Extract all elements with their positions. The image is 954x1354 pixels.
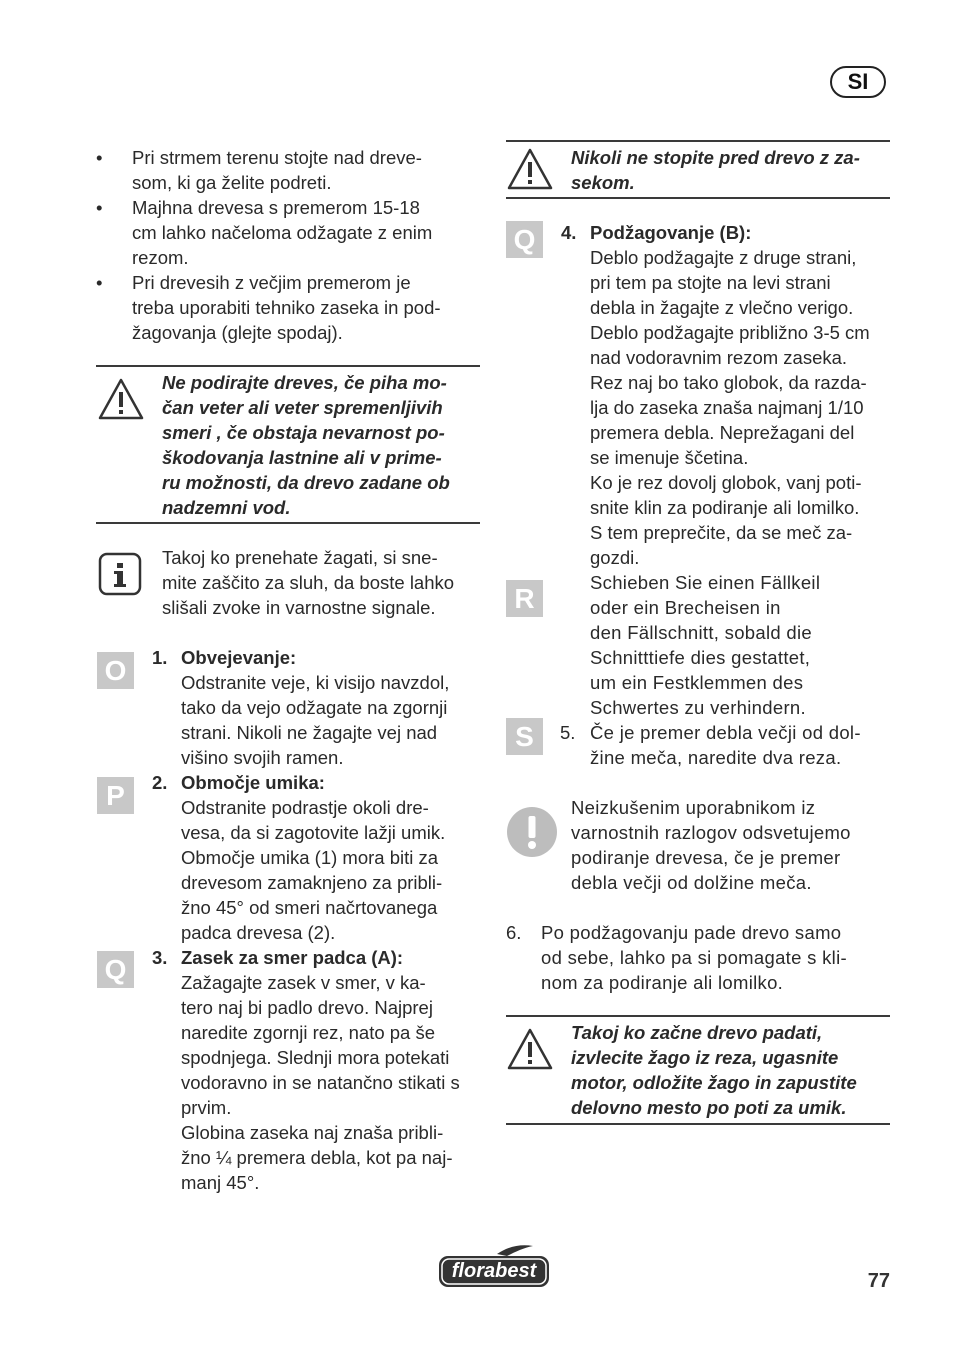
step-body: Odstranite podrastje okoli dre- vesa, da si zagotovite lažji umik. Območje umika (1) mora biti za drevesom zamaknjeno za pribli- žno 45° od smeri načrtovanega padca drevesa (2).: [181, 797, 446, 943]
step-title: Območje umika:: [181, 772, 325, 793]
bullet-item: Pri strmem terenu stojte nad dreve- som, ki ga želite podreti.: [132, 147, 422, 193]
figure-ref-badge: S: [506, 718, 543, 755]
step-number: 4.: [561, 222, 577, 243]
info-text: Takoj ko prenehate žagati, si sne- mite zaščito za sluh, da boste lahko slišali zvoke in varnostne signale.: [162, 547, 455, 618]
divider: [506, 197, 890, 199]
bullet-marker: •: [96, 197, 103, 218]
florabest-logo: [437, 1244, 551, 1290]
warning-text: Nikoli ne stopite pred drevo z za- sekom.: [571, 147, 860, 193]
step-body: Po podžagovanju pade drevo samo od sebe, lahko pa si pomagate s kli- nom za podiranje ali lomilko.: [541, 922, 847, 993]
bullet-item: Majhna drevesa s premerom 15-18 cm lahko načeloma odžagate z enim rezom.: [132, 197, 433, 268]
divider: [506, 140, 890, 142]
language-badge-label: SI: [847, 69, 869, 94]
step-body: Če je premer debla večji od dol- žine meča, naredite dva reza.: [590, 722, 861, 768]
step-body: Zažagajte zasek v smer, v ka- tero naj bi padlo drevo. Najprej naredite zgornji rez, nato pa še spodnjega. Slednji mora potekati vodoravno in se natančno stikati s prvim. Globina zaseka naj znaša pribli- žno ¼ premera debla, kot pa naj- manj 45°.: [181, 972, 460, 1193]
page-number: 77: [867, 1270, 890, 1292]
step-body: Odstranite veje, ki visijo navzdol, tako da vejo odžagate na zgornji strani. Nikoli ne žagajte vej nad višino svojih ramen.: [181, 672, 450, 768]
warning-text: Ne podirajte dreves, če piha mo- čan veter ali veter spremenljivih smeri , če obstaja nevarnost po- škodovanja lastnine ali v prime- ru možnosti, da drevo zadane ob nadzemni vod.: [162, 372, 450, 518]
divider: [506, 1015, 890, 1017]
language-badge: [830, 66, 886, 98]
step-number: 5.: [560, 722, 576, 743]
bullet-marker: •: [96, 147, 103, 168]
divider: [506, 1123, 890, 1125]
warning-triangle-icon: [506, 1027, 554, 1071]
step-number: 6.: [506, 922, 522, 943]
warning-triangle-icon: [506, 147, 554, 191]
german-note: Schieben Sie einen Fällkeil oder ein Brecheisen in den Fällschnitt, sobald die Schnitttiefe dies gestattet, um ein Festklemmen des Schwertes zu verhindern.: [590, 572, 821, 718]
bullet-marker: •: [96, 272, 103, 293]
divider: [96, 365, 480, 367]
step-number: 2.: [152, 772, 168, 793]
figure-ref-badge: Q: [97, 951, 134, 988]
bullet-item: Pri drevesih z večjim premerom je treba uporabiti tehniko zaseka in pod- žagovanja (glejte spodaj).: [132, 272, 441, 343]
step-title: Obvejevanje:: [181, 647, 297, 668]
notice-text: Neizkušenim uporabnikom iz varnostnih razlogov odsvetujemo podiranje drevesa, če je premer debla večji od dolžine meča.: [571, 797, 851, 893]
step-body: Deblo podžagajte z druge strani, pri tem pa stojte na levi strani debla in žagajte z vlečno verigo. Deblo podžagajte približno 3-5 cm nad vodoravnim rezom zaseka. Rez naj bo tako globok, da razda- lja do zaseka znaša najmanj 1/10 premera debla. Neprežagani del se imenuje ščetina. Ko je rez dovolj globok, vanj poti- snite klin za podiranje ali lomilko. S tem preprečite, da se meč za- gozdi.: [590, 247, 870, 568]
figure-ref-badge: Q: [506, 221, 543, 258]
step-title: Podžagovanje (B):: [590, 222, 752, 243]
warning-triangle-icon: [97, 377, 145, 421]
figure-ref-badge: O: [97, 652, 134, 689]
step-title: Zasek za smer padca (A):: [181, 947, 404, 968]
figure-ref-badge: R: [506, 580, 543, 617]
step-number: 3.: [152, 947, 168, 968]
exclamation-circle-icon: [507, 807, 557, 857]
info-icon: [98, 552, 142, 596]
step-number: 1.: [152, 647, 168, 668]
figure-ref-badge: P: [97, 777, 134, 814]
warning-text: Takoj ko začne drevo padati, izvlecite žago iz reza, ugasnite motor, odložite žago in zapustite delovno mesto po poti za umik.: [571, 1022, 857, 1118]
brand-name: florabest: [451, 1260, 537, 1282]
divider: [96, 522, 480, 524]
